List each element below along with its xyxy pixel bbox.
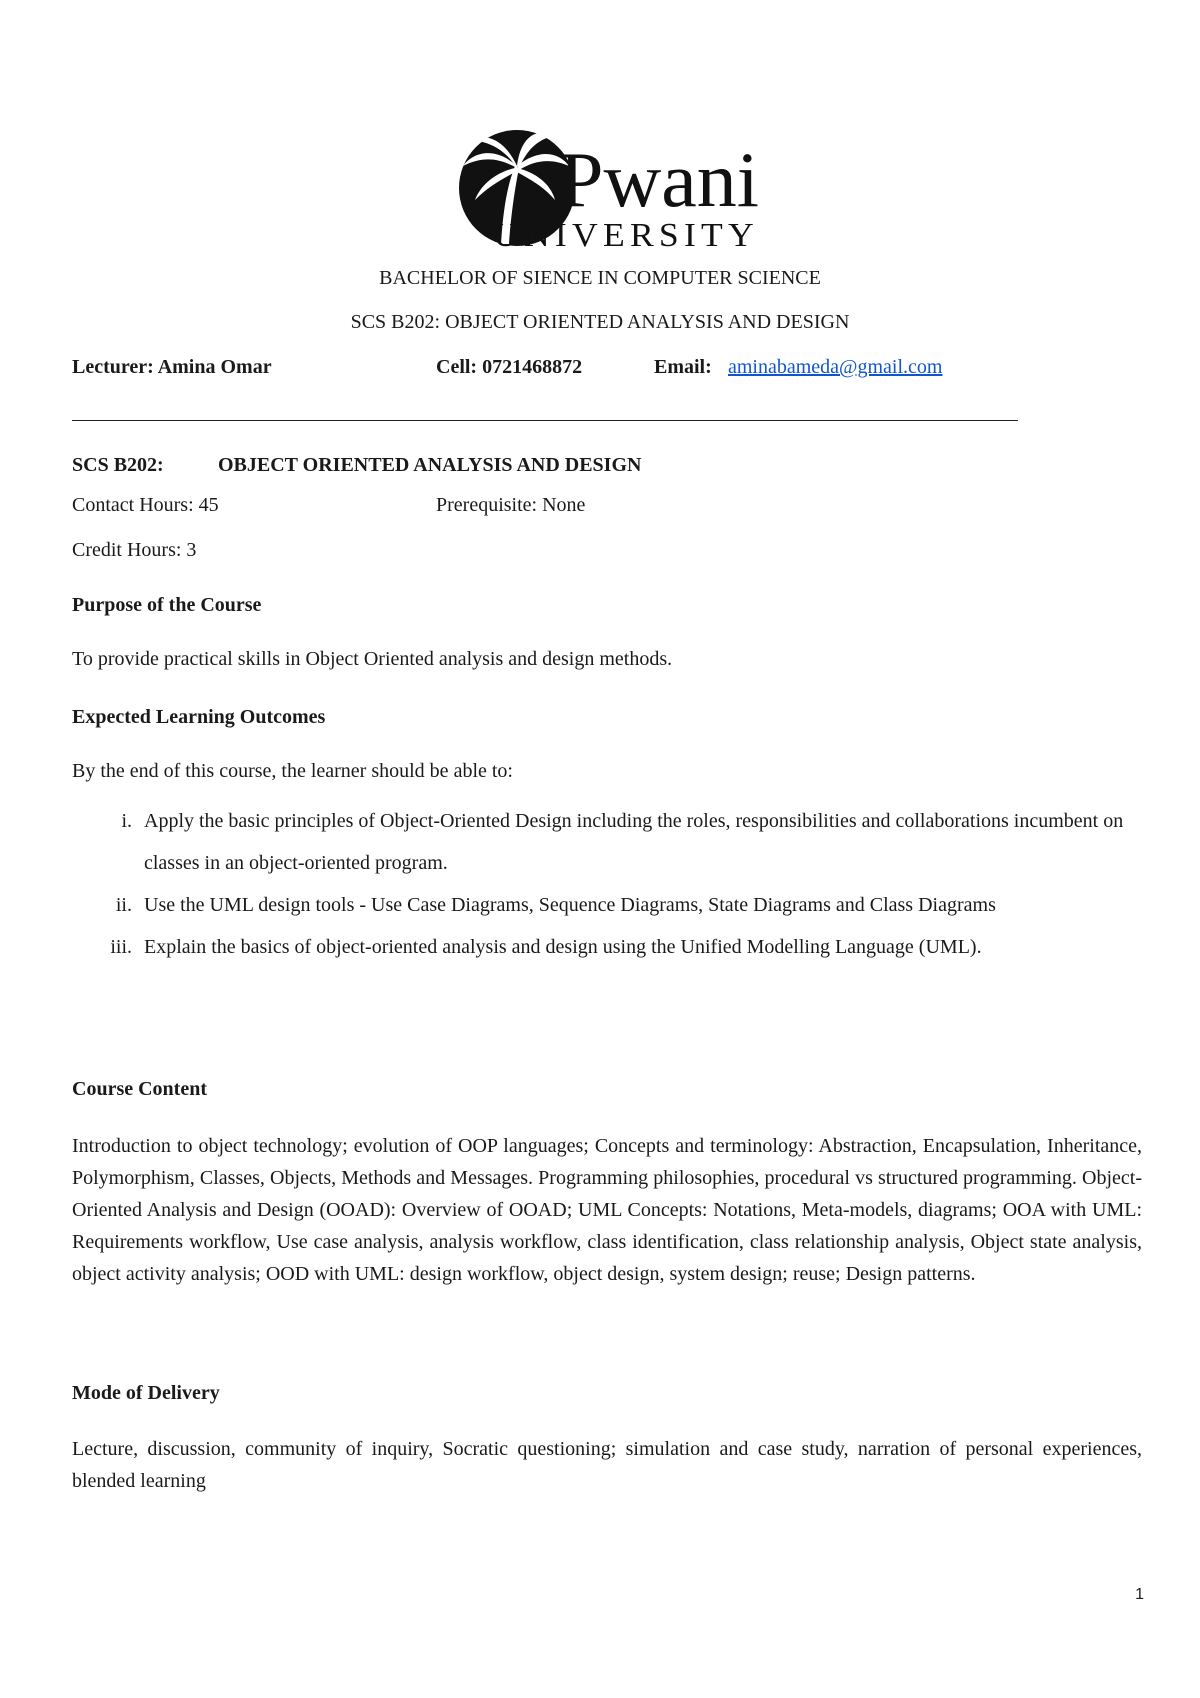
course-code: SCS B202: — [72, 454, 164, 476]
contact-hours: Contact Hours: 45 — [72, 494, 219, 516]
list-item-number: iii. — [110, 936, 132, 958]
program-title: BACHELOR OF SIENCE IN COMPUTER SCIENCE — [379, 267, 821, 289]
content-text: Introduction to object technology; evolution of OOP languages; Concepts and terminology: Abstraction, Encapsulation, Inheritance, Polymorphism, Classes, Objects, Methods and Messages. Programming philosophies, procedural vs structured programming. Object-Oriented Analysis and Design (OOAD): Overview of OOAD; UML Concepts: Notations, Meta-models, diagrams; OOA with UML: Requirements workflow, Use case analysis, analysis workflow, class identification, class relationship analysis, Object state analysis, object activity analysis; OOD with UML: design workflow, object design, system design; reuse; Design patterns. — [72, 1135, 1142, 1285]
lecturer-contact-row — [72, 356, 1132, 384]
divider-line — [72, 420, 1018, 421]
prerequisite: Prerequisite: None — [436, 494, 586, 516]
credit-hours-row — [72, 539, 972, 567]
credit-hours: Credit Hours: 3 — [72, 539, 197, 561]
delivery-text: Lecture, discussion, community of inquiry, Socratic questioning; simulation and case study, narration of personal experiences, blended learning — [72, 1438, 1142, 1492]
list-item-number: i. — [121, 810, 132, 832]
university-logo — [455, 126, 765, 250]
logo-name: Pwani — [559, 136, 759, 223]
list-item-text: Use the UML design tools - Use Case Diagrams, Sequence Diagrams, State Diagrams and Class Diagrams — [144, 894, 996, 916]
list-item — [72, 800, 1142, 884]
course-heading — [72, 454, 972, 482]
purpose-heading: Purpose of the Course — [72, 594, 262, 616]
contact-hours-row — [72, 494, 972, 522]
logo-subname: UNIVERSITY — [493, 217, 759, 250]
outcomes-heading: Expected Learning Outcomes — [72, 706, 326, 728]
email-link[interactable]: aminabameda@gmail.com — [728, 356, 943, 378]
lecturer-name: Lecturer: Amina Omar — [72, 356, 272, 378]
lecturer-cell: Cell: 0721468872 — [436, 356, 583, 378]
course-title: OBJECT ORIENTED ANALYSIS AND DESIGN — [218, 454, 642, 476]
outcomes-list — [72, 800, 1142, 968]
email-label: Email: — [654, 356, 712, 378]
course-line: SCS B202: OBJECT ORIENTED ANALYSIS AND DESIGN — [350, 311, 850, 333]
delivery-heading: Mode of Delivery — [72, 1382, 220, 1404]
page-number: 1 — [1135, 1586, 1144, 1603]
list-item-text: Explain the basics of object-oriented analysis and design using the Unified Modelling Language (UML). — [144, 936, 982, 958]
content-heading: Course Content — [72, 1078, 207, 1100]
list-item-number: ii. — [115, 894, 132, 916]
list-item — [72, 926, 1142, 968]
purpose-text: To provide practical skills in Object Oriented analysis and design methods. — [72, 648, 673, 670]
outcomes-intro: By the end of this course, the learner should be able to: — [72, 760, 513, 782]
list-item-text: Apply the basic principles of Object-Oriented Design including the roles, responsibilities and collaborations incumbent on classes in an object-oriented program. — [144, 810, 1124, 874]
list-item — [72, 884, 1142, 926]
